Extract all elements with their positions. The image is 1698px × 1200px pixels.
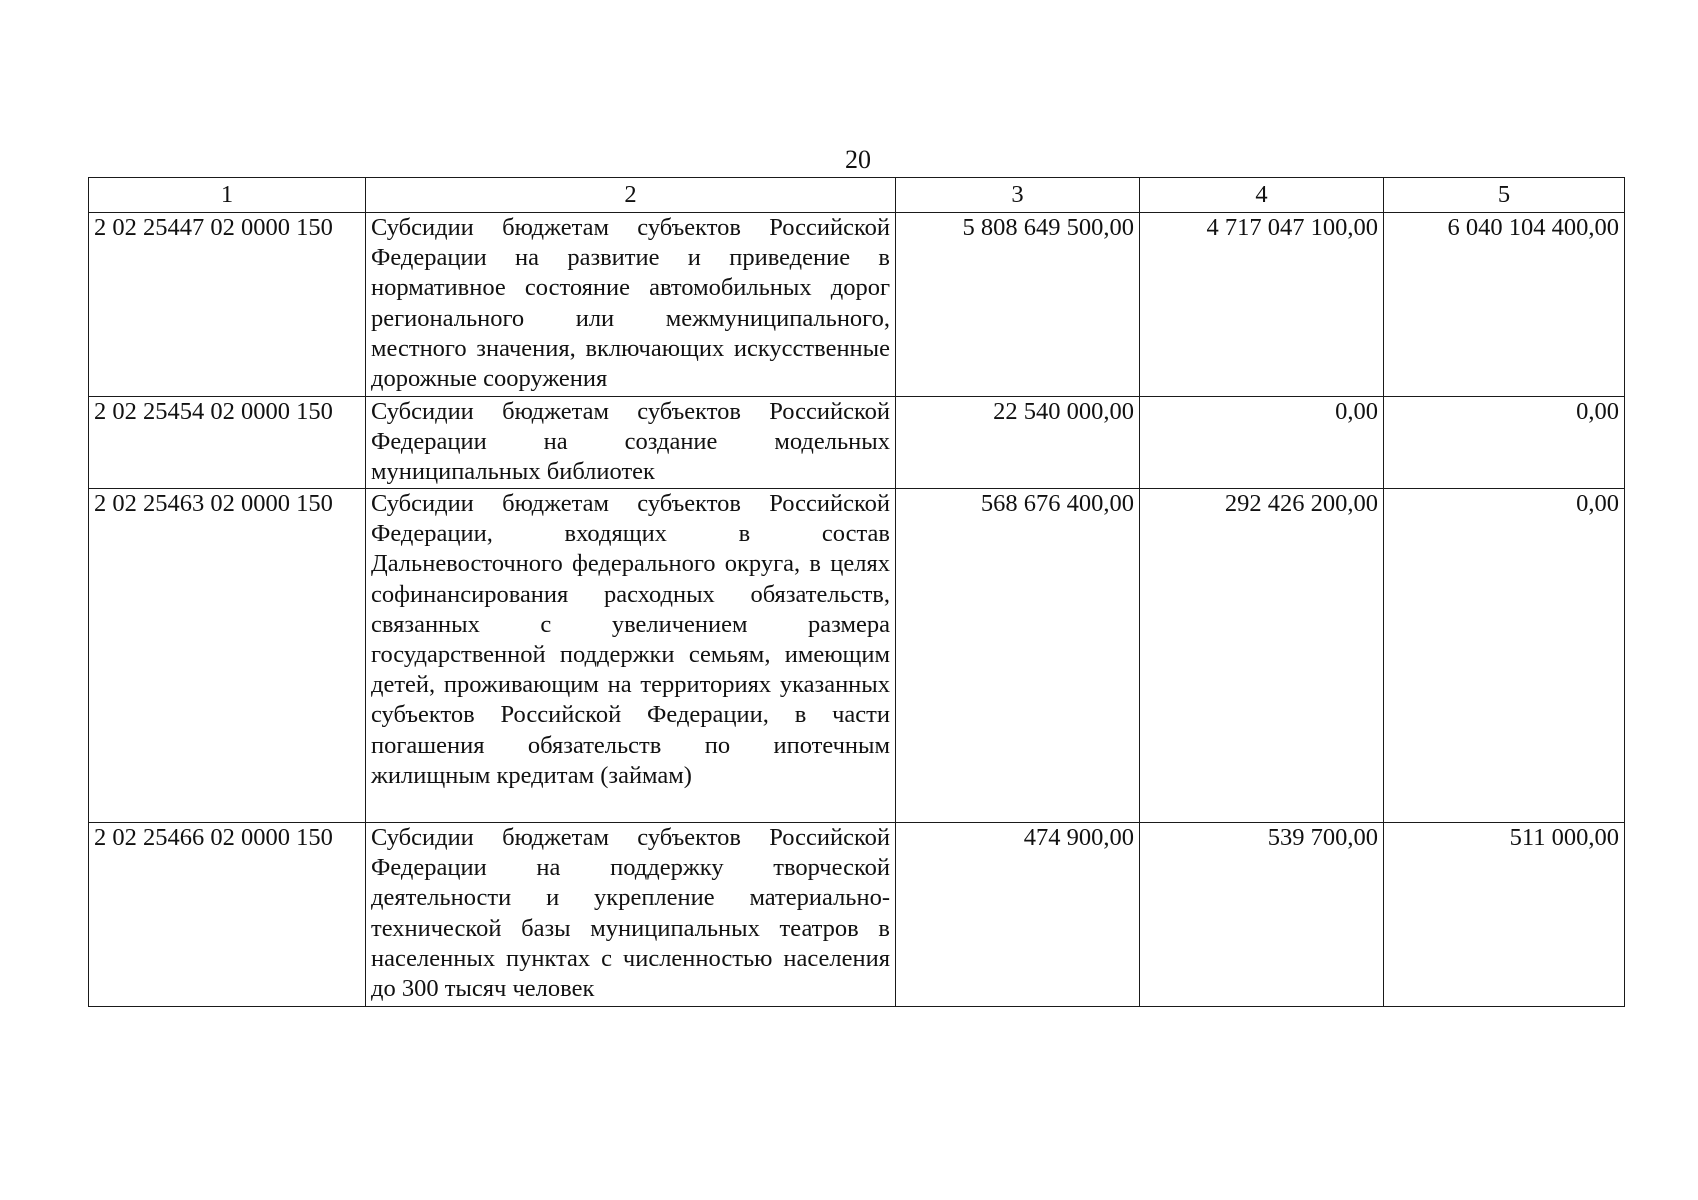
amount-col3: 22 540 000,00: [896, 397, 1140, 489]
amount-col3: 5 808 649 500,00: [896, 213, 1140, 397]
amount-col4: 4 717 047 100,00: [1140, 213, 1384, 397]
amount-col4: 539 700,00: [1140, 823, 1384, 1007]
column-header-2: 2: [366, 178, 896, 213]
budget-code: 2 02 25454 02 0000 150: [89, 397, 366, 489]
budget-table: [88, 177, 1625, 1007]
page-number: 20: [845, 145, 871, 174]
table-row: [89, 823, 1625, 1007]
amount-col4: 0,00: [1140, 397, 1384, 489]
amount-col3: 474 900,00: [896, 823, 1140, 1007]
amount-col5: 0,00: [1384, 397, 1625, 489]
column-header-4: 4: [1140, 178, 1384, 213]
budget-code: 2 02 25447 02 0000 150: [89, 213, 366, 397]
table-header-row: [89, 178, 1625, 213]
amount-col4: 292 426 200,00: [1140, 489, 1384, 823]
amount-col5: 0,00: [1384, 489, 1625, 823]
table-row: [89, 397, 1625, 489]
budget-description: Субсидии бюджетам субъектов Российской Федерации на развитие и приведение в нормативное состояние автомобильных дорог регионального или межмуниципального, местного значения, включающих искусственные дорожные сооружения: [366, 213, 896, 397]
column-header-3: 3: [896, 178, 1140, 213]
amount-col3: 568 676 400,00: [896, 489, 1140, 823]
amount-col5: 511 000,00: [1384, 823, 1625, 1007]
table-row: [89, 213, 1625, 397]
budget-description: Субсидии бюджетам субъектов Российской Федерации на создание модельных муниципальных библиотек: [366, 397, 896, 489]
budget-code: 2 02 25466 02 0000 150: [89, 823, 366, 1007]
budget-description: Субсидии бюджетам субъектов Российской Федерации на поддержку творческой деятельности и укрепление материально-технической базы муниципальных театров в населенных пунктах с численностью населения до 300 тысяч человек: [366, 823, 896, 1007]
budget-code: 2 02 25463 02 0000 150: [89, 489, 366, 823]
table-row: [89, 489, 1625, 823]
budget-description: Субсидии бюджетам субъектов Российской Федерации, входящих в состав Дальневосточного федерального округа, в целях софинансирования расходных обязательств, связанных с увеличением размера государственной поддержки семьям, имеющим детей, проживающим на территориях указанных субъектов Российской Федерации, в части погашения обязательств по ипотечным жилищным кредитам (займам): [366, 489, 896, 823]
column-header-5: 5: [1384, 178, 1625, 213]
column-header-1: 1: [89, 178, 366, 213]
amount-col5: 6 040 104 400,00: [1384, 213, 1625, 397]
